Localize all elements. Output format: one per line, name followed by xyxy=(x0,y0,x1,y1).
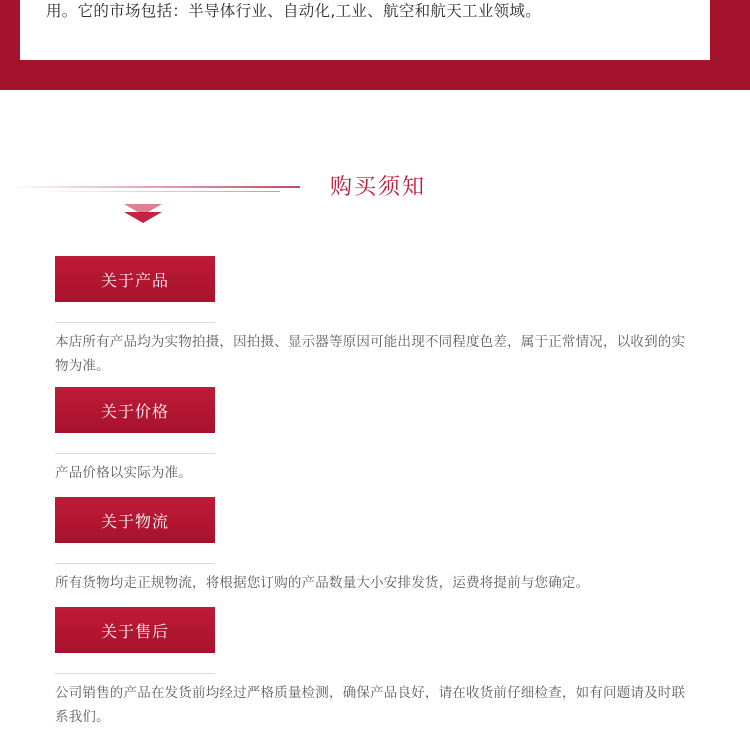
note-text-product: 本店所有产品均为实物拍摄，因拍摄、显示器等原因可能出现不同程度色差，属于正常情况，以收到的实物为准。 xyxy=(55,334,686,374)
title-rule-primary xyxy=(10,186,300,188)
note-badge-product: 关于产品 xyxy=(55,256,215,302)
title-rule-secondary xyxy=(30,191,280,192)
note-text-logistics: 所有货物均走正规物流，将根据您订购的产品数量大小安排发货，运费将提前与您确定。 xyxy=(55,575,590,591)
note-badge-aftersales: 关于售后 xyxy=(55,607,215,653)
intro-paragraph-line-2: 用。它的市场包括：半导体行业、自动化,工业、航空和航天工业领域。 xyxy=(46,2,542,20)
note-text-price: 产品价格以实际为准。 xyxy=(55,465,192,481)
note-divider-logistics xyxy=(55,563,215,564)
section-header xyxy=(0,160,750,230)
top-red-banner xyxy=(0,0,750,90)
note-badge-logistics: 关于物流 xyxy=(55,497,215,543)
note-divider-product xyxy=(55,322,215,323)
double-chevron-down-icon xyxy=(124,204,164,230)
note-divider-aftersales xyxy=(55,673,215,674)
note-divider-price xyxy=(55,453,215,454)
note-text-aftersales: 公司销售的产品在发货前均经过严格质量检测，确保产品良好，请在收货前仔细检查，如有问题请及时联系我们。 xyxy=(55,685,686,725)
page-title: 购买须知 xyxy=(330,175,427,200)
chevron-down-icon-lower xyxy=(124,212,162,223)
intro-text-card xyxy=(20,0,710,60)
note-badge-price: 关于价格 xyxy=(55,387,215,433)
